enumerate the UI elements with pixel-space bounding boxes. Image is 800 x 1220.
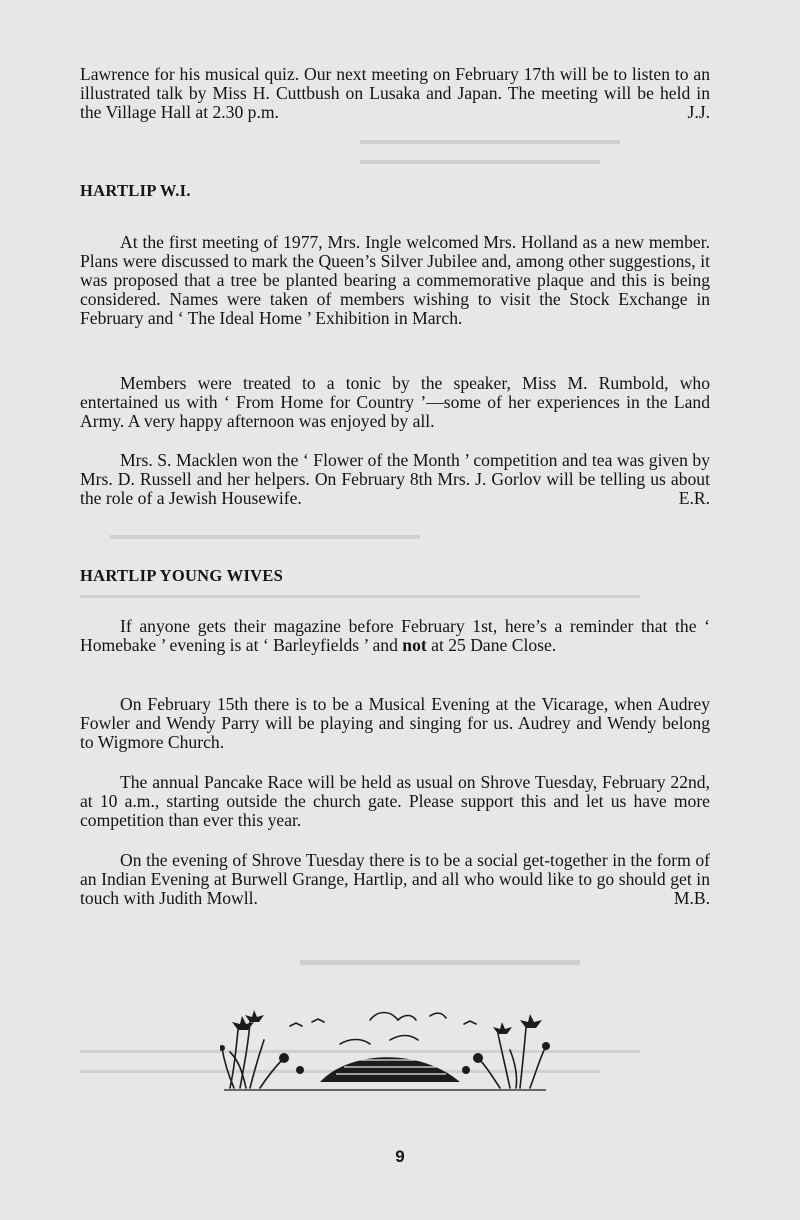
yw-paragraph-1 (80, 617, 710, 655)
intro-section (80, 65, 710, 122)
yw-paragraph-2: On February 15th there is to be a Musical Evening at the Vicarage, when Audrey Fowler and Wendy Parry will be playing and singing for us. Audrey and Wendy belong to Wigmore Church. (80, 694, 710, 752)
yw-section (80, 566, 710, 585)
yw-body-2 (80, 695, 710, 752)
yw-paragraph-4 (80, 851, 710, 908)
yw-body-3 (80, 773, 710, 830)
intro-text: Lawrence for his musical quiz. Our next meeting on February 17th will be to listen to an illustrated talk by Miss H. Cuttbush on Lusaka and Japan. The meeting will be held in the Village Hall at 2.30 p.m. (80, 64, 710, 122)
page-number: 9 (395, 1147, 405, 1166)
yw-paragraph-1-b: at 25 Dane Close. (431, 635, 557, 655)
wi-paragraph-3 (80, 451, 710, 508)
wi-body-3 (80, 451, 710, 508)
wi-body-1 (80, 233, 710, 328)
wi-section (80, 181, 710, 200)
yw-paragraph-3: The annual Pancake Race will be held as usual on Shrove Tuesday, February 22nd, at 10 a.m., starting outside the church gate. Please support this and let us have more competition than ever this year. (80, 772, 710, 830)
wi-paragraph-2: Members were treated to a tonic by the speaker, Miss M. Rumbold, who entertained us with ‘ From Home for Country ’—some of her experiences in the Land Army. A very happy afternoon was enjoyed by all. (80, 373, 710, 431)
yw-heading: HARTLIP YOUNG WIVES (80, 566, 284, 585)
intro-signature: J.J. (687, 102, 710, 122)
yw-paragraph-4-text: On the evening of Shrove Tuesday there is to be a social get-together in the form of an Indian Evening at Burwell Grange, Hartlip, and all who would like to go should get in touch with Judith Mowll. (80, 850, 710, 908)
yw-paragraph-1-a: If anyone gets their magazine before February 1st, here’s a reminder that the ‘ Homebake ’ evening is at ‘ Barleyfields ’ and (80, 616, 710, 655)
yw-paragraph-1-bold: not (402, 635, 427, 655)
wi-signature: E.R. (678, 488, 710, 508)
yw-body-4 (80, 851, 710, 908)
wi-paragraph-3-text: Mrs. S. Macklen won the ‘ Flower of the Month ’ competition and tea was given by Mrs. D. Russell and her helpers. On February 8th Mrs. J. Gorlov will be telling us about the role of a Jewish Housewife. (80, 450, 710, 508)
wi-body-2 (80, 374, 710, 431)
spring-flowers-illustration (220, 1000, 550, 1095)
wi-heading: HARTLIP W.I. (80, 181, 191, 200)
wi-paragraph-1: At the first meeting of 1977, Mrs. Ingle welcomed Mrs. Holland as a new member. Plans were discussed to mark the Queen’s Silver Jubilee and, among other suggestions, it was proposed that a tree be planted bearing a commemorative plaque and this is being considered. Names were taken of members wishing to visit the Stock Exchange in February and ‘ The Ideal Home ’ Exhibition in March. (80, 232, 710, 328)
intro-paragraph (80, 65, 710, 122)
yw-body-1 (80, 617, 710, 655)
yw-signature: M.B. (673, 888, 710, 908)
